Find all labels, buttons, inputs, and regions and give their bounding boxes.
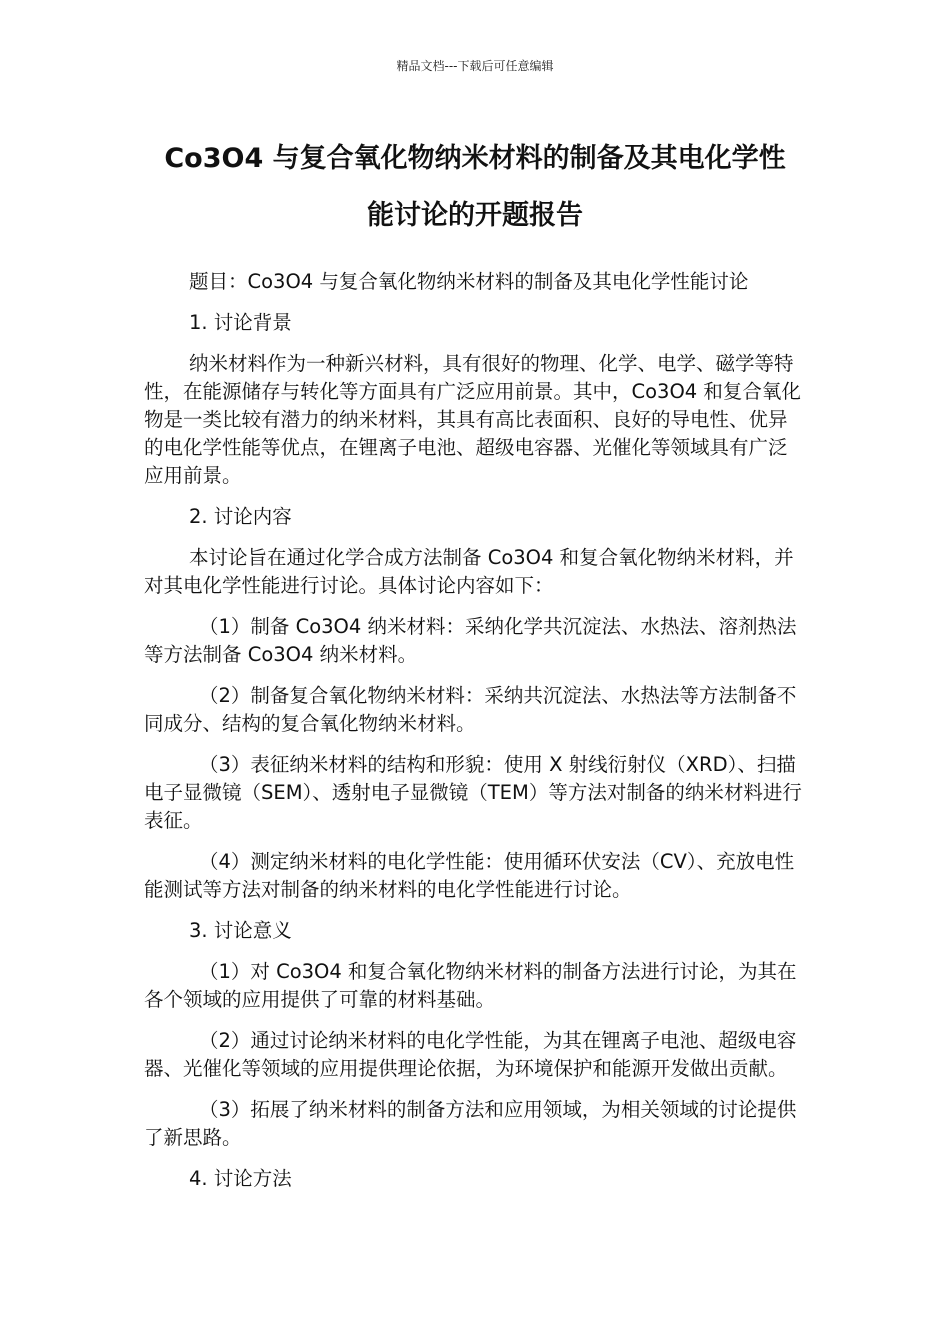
- background-paragraph: 纳米材料作为一种新兴材料，具有很好的物理、化学、电学、磁学等特性，在能源储存与转化等方面具有广泛应用前景。其中，Co3O4 和复合氧化物是一类比较有潜力的纳米材料，其具有高比表面积、良好的导电性、优异的电化学性能等优点，在锂离子电池、超级电容器、光催化等领域具有广泛应用前景。: [144, 352, 801, 487]
- document-title-line-1: Co3O4 与复合氧化物纳米材料的制备及其电化学性: [164, 143, 786, 174]
- content-item-4: （4）测定纳米材料的电化学性能：使用循环伏安法（CV）、充放电性能测试等方法对制备的纳米材料的电化学性能进行讨论。: [144, 850, 795, 901]
- content-item-3: （3）表征纳米材料的结构和形貌：使用 X 射线衍射仪（XRD）、扫描电子显微镜（SEM）、透射电子显微镜（TEM）等方法对制备的纳米材料进行表征。: [144, 753, 802, 832]
- content-item-1: （1）制备 Co3O4 纳米材料：采纳化学共沉淀法、水热法、溶剂热法等方法制备 Co3O4 纳米材料。: [144, 615, 797, 666]
- document-title: [120, 130, 830, 244]
- document-title-line-2: 能讨论的开题报告: [367, 200, 583, 231]
- significance-item-2: （2）通过讨论纳米材料的电化学性能，为其在锂离子电池、超级电容器、光催化等领域的应用提供理论依据，为环境保护和能源开发做出贡献。: [144, 1029, 797, 1080]
- content-item-2: （2）制备复合氧化物纳米材料：采纳共沉淀法、水热法等方法制备不同成分、结构的复合氧化物纳米材料。: [144, 684, 797, 735]
- header-note: 精品文档---下载后可任意编辑: [396, 59, 554, 73]
- section-heading-content: 2. 讨论内容: [189, 505, 292, 528]
- document-body: [144, 268, 806, 1206]
- topic-line: 题目：Co3O4 与复合氧化物纳米材料的制备及其电化学性能讨论: [189, 270, 749, 293]
- content-intro-paragraph: 本讨论旨在通过化学合成方法制备 Co3O4 和复合氧化物纳米材料，并对其电化学性能进行讨论。具体讨论内容如下：: [144, 546, 794, 597]
- significance-item-1: （1）对 Co3O4 和复合氧化物纳米材料的制备方法进行讨论，为其在各个领域的应用提供了可靠的材料基础。: [144, 960, 797, 1011]
- significance-item-3: （3）拓展了纳米材料的制备方法和应用领域，为相关领域的讨论提供了新思路。: [144, 1098, 797, 1149]
- section-heading-significance: 3. 讨论意义: [189, 919, 292, 942]
- section-heading-background: 1. 讨论背景: [189, 311, 292, 334]
- section-heading-methods: 4. 讨论方法: [189, 1167, 292, 1190]
